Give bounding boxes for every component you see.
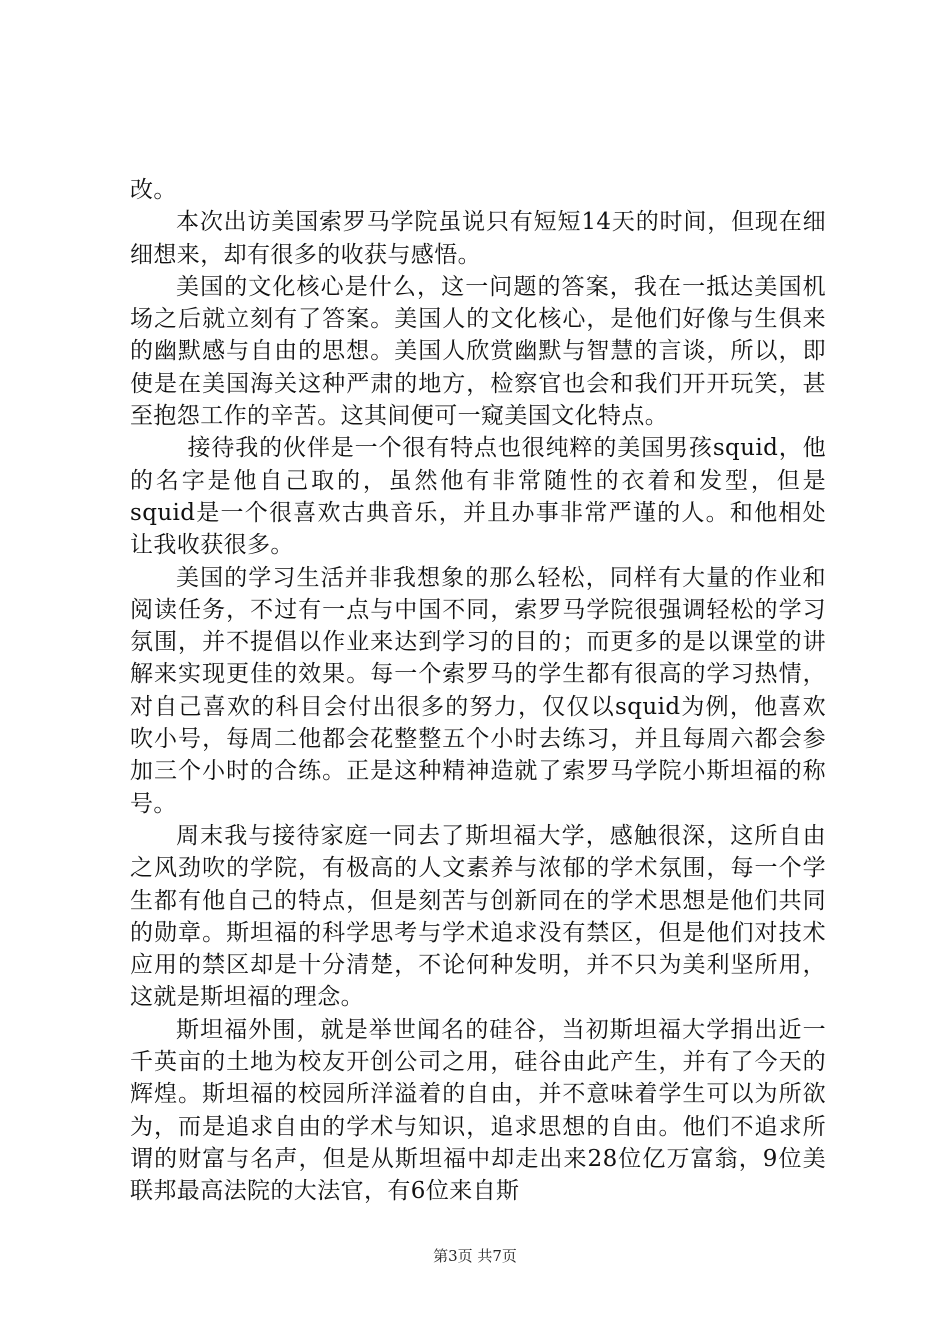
paragraph-stanford: 周末我与接待家庭一同去了斯坦福大学，感触很深，这所自由之风劲吹的学院，有极高的人文素养与浓郁的学术氛围，每一个学生都有他自己的特点，但是刻苦与创新同在的学术思想是他们共同的勋章。斯坦福的科学思考与学术追求没有禁区，但是他们对技术应用的禁区却是十分清楚，不论何种发明，并不只为美利坚所用，这就是斯坦福的理念。 bbox=[130, 822, 826, 1011]
paragraph-continuation: 改。 bbox=[130, 177, 177, 203]
paragraph-silicon-valley: 斯坦福外围，就是举世闻名的硅谷，当初斯坦福大学捐出近一千英亩的土地为校友开创公司之用，硅谷由此产生，并有了今天的辉煌。斯坦福的校园所洋溢着的自由，并不意味着学生可以为所欲为，而是追求自由的学术与知识，追求思想的自由。他们不追求所谓的财富与名声，但是从斯坦福中却走出来28位亿万富翁，9位美联邦最高法院的大法官，有6位来自斯 bbox=[130, 1016, 826, 1205]
body-text bbox=[130, 174, 826, 1208]
page-number-footer: 第3页 共7页 bbox=[433, 1247, 517, 1265]
paragraph-intro: 本次出访美国索罗马学院虽说只有短短14天的时间，但现在细细想来，却有很多的收获与感悟。 bbox=[130, 209, 826, 268]
paragraph-partner: 接待我的伙伴是一个很有特点也很纯粹的美国男孩squid，他的名字是他自己取的，虽然他有非常随性的衣着和发型，但是squid是一个很喜欢古典音乐，并且办事非常严谨的人。和他相处让我收获很多。 bbox=[130, 435, 826, 559]
paragraph-culture: 美国的文化核心是什么，这一问题的答案，我在一抵达美国机场之后就立刻有了答案。美国人的文化核心，是他们好像与生俱来的幽默感与自由的思想。美国人欣赏幽默与智慧的言谈，所以，即使是在美国海关这种严肃的地方，检察官也会和我们开开玩笑，甚至抱怨工作的辛苦。这其间便可一窥美国文化特点。 bbox=[130, 273, 826, 430]
paragraph-study: 美国的学习生活并非我想象的那么轻松，同样有大量的作业和阅读任务，不过有一点与中国不同，索罗马学院很强调轻松的学习氛围，并不提倡以作业来达到学习的目的；而更多的是以课堂的讲解来实现更佳的效果。每一个索罗马的学生都有很高的学习热情，对自己喜欢的科目会付出很多的努力，仅仅以squid为例，他喜欢吹小号，每周二他都会花整整五个小时去练习，并且每周六都会参加三个小时的合练。正是这种精神造就了索罗马学院小斯坦福的称号。 bbox=[130, 564, 826, 817]
